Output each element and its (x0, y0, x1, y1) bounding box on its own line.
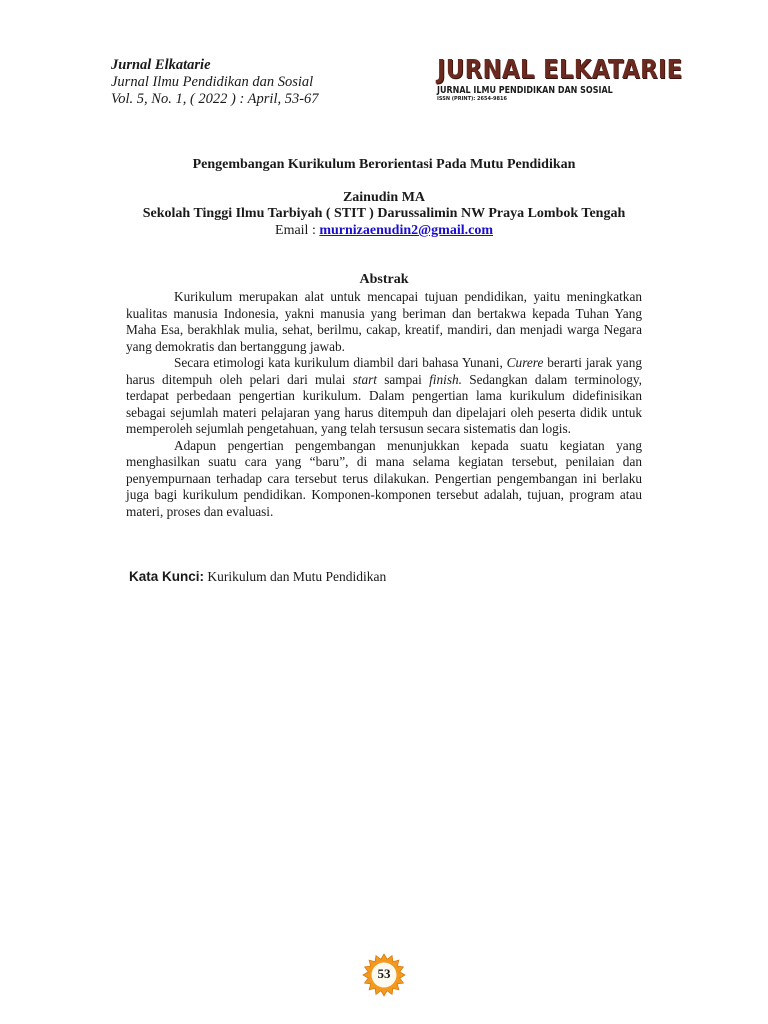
keywords (129, 569, 386, 585)
abstract-heading: Abstrak (359, 272, 409, 287)
keywords-label: Kata Kunci: (129, 569, 205, 584)
abstract-body (126, 289, 642, 520)
term-start: start (352, 371, 377, 387)
abstract-p2-text-c: sampai (376, 371, 430, 387)
abstract-paragraph-3: Adapun pengertian pengembangan menunjukkan kepada suatu kegiatan yang menghasilkan suatu cara yang “baru”, di mana selama kegiatan tersebut, penilaian dan penyempurnaan terhadap cara tersebut terus dilakukan. Pengertian pengembangan ini berlaku juga bagi kurikulum pendidikan. Komponen-komponen tersebut adalah, tujuan, program atau materi, proses dan evaluasi. (126, 437, 642, 519)
author-email-line (0, 223, 768, 239)
journal-header (111, 57, 319, 108)
abstract-p2-text-b: berarti jarak yang harus ditempuh oleh pelari dari mulai (126, 355, 643, 387)
logo-title: JURNAL ELKATARIE (437, 55, 683, 85)
article-affiliation: Sekolah Tinggi Ilmu Tarbiyah ( STIT ) Darussalimin NW Praya Lombok Tengah (142, 206, 626, 221)
logo-issn: ISSN (PRINT): 2654-9816 (437, 96, 507, 102)
abstract-p2-text-d: Sedangkan dalam terminology, terdapat perbedaan pengertian kurikulum. Dalam pengertian lama kurikulum didefinisikan sebagai sejumlah materi pelajaran yang harus ditempuh dan dipelajari oleh peserta didik untuk memperoleh sejumlah pengetahuan, yang telah tersusun secara sistematis dan logis. (126, 371, 643, 436)
term-curere: Curere (506, 355, 544, 370)
abstract-paragraph-1: Kurikulum merupakan alat untuk mencapai tujuan pendidikan, yaitu meningkatkan kualitas manusia Indonesia, yakni manusia yang beriman dan bertakwa kepada Tuhan Yang Maha Esa, berakhlak mulia, sehat, berilmu, cakap, kreatif, mandiri, dan menjadi warga Negara yang demokratis dan bertanggung jawab. (126, 289, 642, 354)
journal-name: Jurnal Elkatarie (111, 57, 211, 73)
abstract-paragraph-2 (126, 355, 642, 438)
page-number: 53 (377, 966, 391, 981)
keywords-value: Kurikulum dan Mutu Pendidikan (204, 569, 387, 584)
email-link[interactable]: murnizaenudin2@gmail.com (319, 223, 493, 238)
logo-subtitle: JURNAL ILMU PENDIDIKAN DAN SOSIAL (437, 85, 613, 96)
article-title: Pengembangan Kurikulum Berorientasi Pada Mutu Pendidikan (192, 157, 576, 172)
page-number-badge (362, 953, 406, 997)
term-finish: finish. (429, 371, 462, 387)
abstract-p2-text-a: Secara etimologi kata kurikulum diambil dari bahasa Yunani, (174, 355, 507, 370)
volume-info: Vol. 5, No. 1, ( 2022 ) : April, 53-67 (111, 91, 319, 107)
journal-logo (437, 55, 683, 103)
journal-subtitle: Jurnal Ilmu Pendidikan dan Sosial (111, 74, 314, 90)
email-label: Email : (275, 223, 320, 238)
article-author: Zainudin MA (342, 190, 426, 205)
